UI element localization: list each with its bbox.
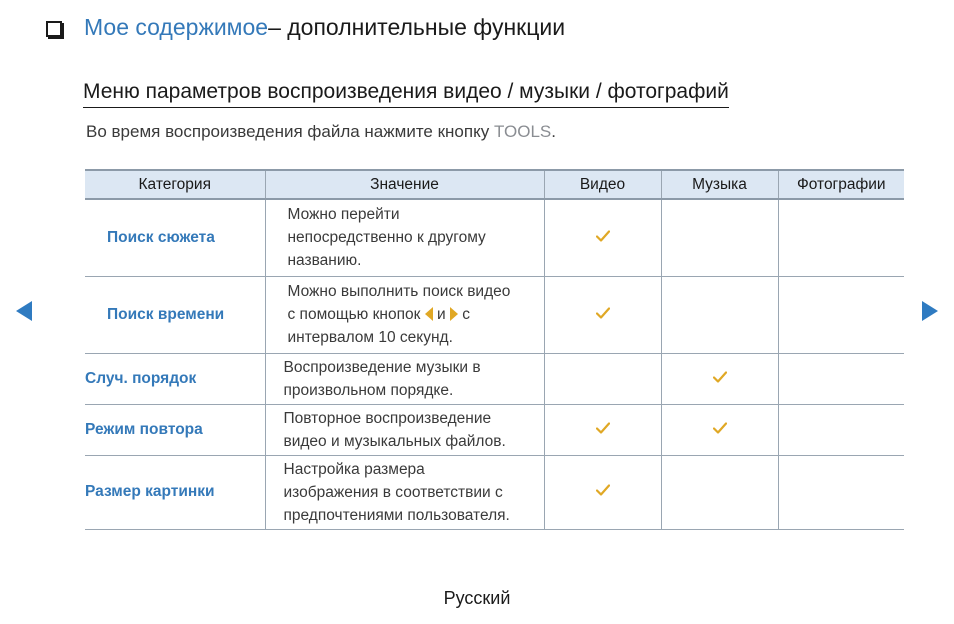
table-row [85, 276, 904, 353]
intro-text: Во время воспроизведения файла нажмите кнопку [86, 122, 494, 141]
page-title-rest: – дополнительные функции [268, 14, 566, 40]
row-category: Размер картинки [85, 455, 265, 529]
next-page-button[interactable] [920, 300, 940, 322]
row-description [265, 276, 544, 353]
section-title: Меню параметров воспроизведения видео / музыки / фотографий [83, 80, 729, 108]
table-row [85, 404, 904, 455]
page-header [46, 14, 565, 41]
cell-photo [778, 404, 904, 455]
page-footer-language: Русский [443, 588, 511, 608]
row-category: Поиск сюжета [85, 199, 265, 276]
intro-paragraph [86, 122, 556, 142]
cell-music [661, 455, 778, 529]
checkmark-icon [713, 422, 727, 434]
checkmark-icon [713, 371, 727, 383]
table-row [85, 353, 904, 404]
triangle-right-icon [450, 307, 458, 321]
checkbox-bullet-icon [46, 21, 62, 37]
cell-video [544, 455, 661, 529]
description-line: Повторное воспроизведение [283, 409, 492, 427]
cell-video [544, 199, 661, 276]
triangle-left-icon [14, 300, 34, 322]
table-row [85, 199, 904, 276]
description-line: названию. [287, 252, 362, 270]
cell-music [661, 404, 778, 455]
row-description [265, 353, 544, 404]
column-header-value: Значение [265, 170, 544, 199]
column-header-category: Категория [85, 170, 265, 199]
description-line: видео и музыкальных файлов. [283, 432, 506, 450]
row-description [265, 404, 544, 455]
row-description [265, 455, 544, 529]
description-line: Воспроизведение музыки в [283, 358, 481, 376]
cell-music [661, 276, 778, 353]
cell-photo [778, 276, 904, 353]
row-description [265, 199, 544, 276]
description-line: Можно перейти [287, 206, 400, 224]
row-category: Режим повтора [85, 404, 265, 455]
description-line: предпочтениями пользователя. [283, 506, 510, 524]
description-text: и [432, 306, 450, 323]
table-row [85, 455, 904, 529]
column-header-music: Музыка [661, 170, 778, 199]
description-line: Настройка размера [283, 460, 425, 478]
row-category: Случ. порядок [85, 353, 265, 404]
checkmark-icon [596, 422, 610, 434]
cell-photo [778, 455, 904, 529]
cell-video [544, 404, 661, 455]
column-header-video: Видео [544, 170, 661, 199]
description-text: с [457, 306, 471, 323]
description-line: изображения в соответствии с [283, 483, 503, 501]
checkmark-icon [596, 307, 610, 319]
description-line: произвольном порядке. [283, 381, 454, 399]
column-header-photo: Фотографии [778, 170, 904, 199]
description-line: Можно выполнить поиск видео [287, 283, 511, 300]
cell-video [544, 276, 661, 353]
cell-music [661, 199, 778, 276]
tools-key-label: TOOLS [493, 122, 552, 141]
table-header-row [85, 170, 904, 199]
previous-page-button[interactable] [14, 300, 34, 322]
checkmark-icon [596, 484, 610, 496]
page-title-main: Мое содержимое [84, 14, 269, 40]
checkmark-icon [596, 230, 610, 242]
row-category: Поиск времени [85, 276, 265, 353]
cell-video [544, 353, 661, 404]
options-table [85, 169, 904, 530]
cell-photo [778, 199, 904, 276]
cell-photo [778, 353, 904, 404]
description-line [288, 303, 544, 326]
triangle-left-icon [425, 307, 433, 321]
description-text: с помощью кнопок [287, 306, 425, 323]
description-line: интервалом 10 секунд. [287, 329, 453, 346]
triangle-right-icon [920, 300, 940, 322]
description-line: непосредственно к другому [287, 229, 486, 247]
cell-music [661, 353, 778, 404]
intro-end: . [551, 122, 556, 141]
